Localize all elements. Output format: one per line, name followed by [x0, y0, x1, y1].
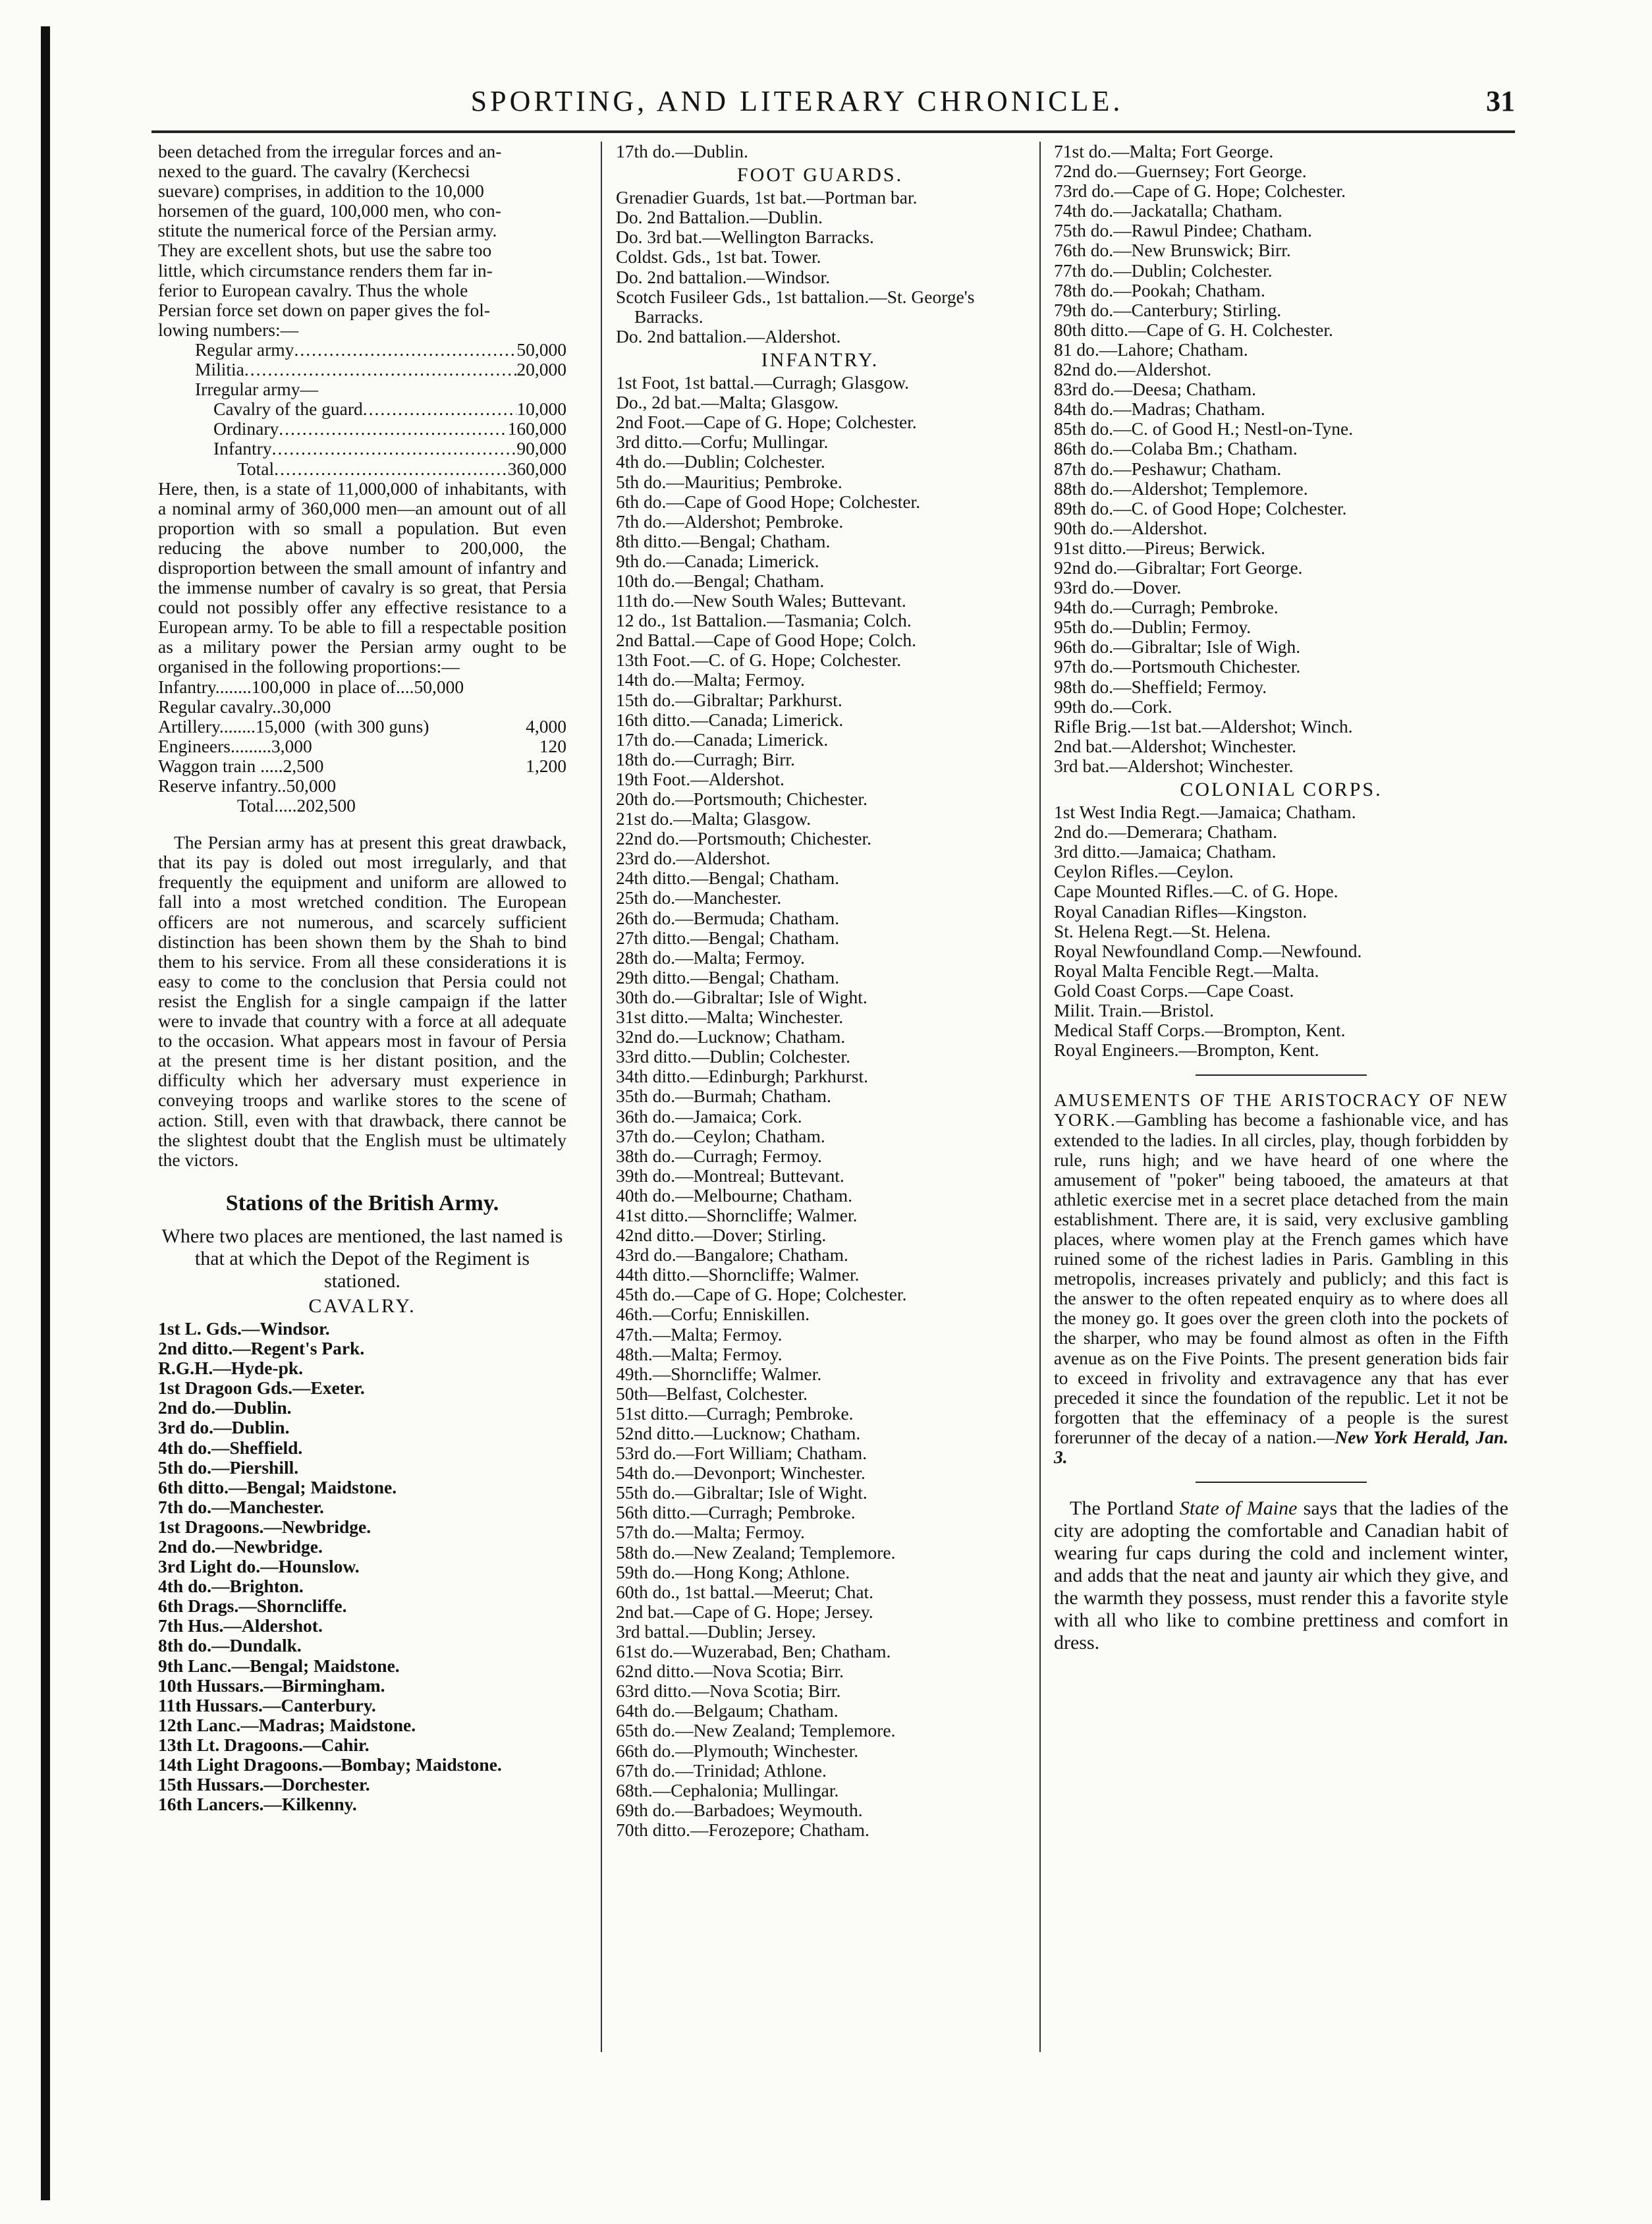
list-item: 16th ditto.—Canada; Limerick. [616, 709, 844, 730]
row-label: Regular army [195, 339, 294, 360]
list-item: 15th do.—Gibraltar; Parkhurst. [616, 690, 842, 710]
header-rule [151, 130, 1515, 133]
list-item: 3rd ditto.—Corfu; Mullingar. [616, 432, 829, 453]
list-item: 1st West India Regt.—Jamaica; Chatham. [1054, 802, 1356, 823]
article-title: AMUSEMENTS OF THE ARISTOCRACY OF NEW YORK. [1054, 1090, 1508, 1130]
colonial-heading: COLONIAL CORPS. [1180, 779, 1383, 800]
list-item: 5th do.—Mauritius; Pembroke. [616, 472, 842, 492]
row-label: Regular cavalry..30,000 [158, 696, 331, 717]
page-number: 31 [1486, 85, 1515, 117]
list-item: 50th—Belfast, Colchester. [616, 1383, 808, 1404]
foot-guards-list [616, 188, 1024, 347]
list-item: 33rd ditto.—Dublin; Colchester. [616, 1047, 850, 1067]
row-label: Engineers.........3,000 [158, 736, 312, 756]
list-item: 32nd do.—Lucknow; Chatham. [616, 1027, 846, 1047]
list-item: 2nd do.—Demerara; Chatham. [1054, 822, 1278, 843]
table-row [158, 360, 566, 379]
list-item: 28th do.—Malta; Fermoy. [616, 947, 805, 968]
infantry-list [616, 373, 1024, 1840]
row-value: 90,000 [516, 438, 566, 459]
row-value: 20,000 [516, 359, 566, 380]
cavalry-heading: CAVALRY. [308, 1294, 416, 1317]
list-item: 9th do.—Canada; Limerick. [616, 551, 819, 571]
closing-paragraph: The Persian army has at present this great drawback, that its pay is doled out most irregularly, and that frequently the equipment and uniform are allowed to fall into a most wretched condition. The European officers are not numerous, and scarcely sufficient distinction has been shown them by the Shah to bind them to his service. From all these considerations it is easy to come to the conclusion that Persia could not resist the English for a single campaign if the latter were to invade that country with a force at all adequate to the occasion. What appears most in favour of Persia at the present time is her distant position, and the difficulty which her adversary must experience in conveying troops and warlike stores to the scene of action. Still, even with that drawback, there cannot be the slightest doubt that the English must be ultimately the victors. [158, 832, 566, 1170]
row-value: 160,000 [507, 418, 566, 439]
list-item: 11th Hussars.—Canterbury. [158, 1695, 376, 1715]
list-item: 86th do.—Colaba Bm.; Chatham. [1054, 439, 1298, 459]
list-item: 75th do.—Rawul Pindee; Chatham. [1054, 221, 1312, 241]
list-item: 69th do.—Barbadoes; Weymouth. [616, 1800, 863, 1820]
running-title: SPORTING, AND LITERARY CHRONICLE. [470, 85, 1124, 117]
list-item: 41st ditto.—Shorncliffe; Walmer. [616, 1205, 858, 1225]
list-item: 99th do.—Cork. [1054, 696, 1172, 717]
table-row [158, 399, 566, 419]
row-value: 1,200 [526, 755, 566, 776]
text-line: ferior to European cavalry. Thus the whole [158, 280, 468, 300]
list-item: R.G.H.—Hyde-pk. [158, 1358, 304, 1379]
text-line: lowing numbers:— [158, 320, 299, 340]
list-item: 29th ditto.—Bengal; Chatham. [616, 967, 840, 987]
colonial-list [1054, 802, 1508, 1060]
article-separator [1196, 1482, 1367, 1483]
list-item: 10th do.—Bengal; Chatham. [616, 570, 825, 591]
column-rule-1 [601, 142, 602, 2052]
list-item: 4th do.—Brighton. [158, 1576, 304, 1597]
list-item: 88th do.—Aldershot; Templemore. [1054, 478, 1308, 499]
list-item: 1st Foot, 1st battal.—Curragh; Glasgow. [616, 373, 910, 393]
list-item: 6th Drags.—Shorncliffe. [158, 1596, 347, 1617]
list-item: 6th do.—Cape of Good Hope; Colchester. [616, 491, 921, 512]
text-line: been detached from the irregular forces and an- [158, 142, 502, 161]
list-item: 55th do.—Gibraltar; Isle of Wight. [616, 1483, 867, 1503]
article-body: says that the ladies of the city are adopting the comfortable and Canadian habit of wearing fur caps during the cold and inclement winter, and adds that the neat and jaunty air which they give, and the warmth they possess, must render this a favorite style with all who like to combine prettiness and comfort in dress. [1054, 1497, 1509, 1654]
list-item: 43rd do.—Bangalore; Chatham. [616, 1245, 848, 1265]
list-item: Milit. Train.—Bristol. [1054, 1001, 1214, 1021]
list-item: 79th do.—Canterbury; Stirling. [1054, 300, 1282, 320]
row-label: Infantry [213, 438, 272, 459]
list-item: Medical Staff Corps.—Brompton, Kent. [1054, 1020, 1346, 1041]
list-item: 59th do.—Hong Kong; Athlone. [616, 1562, 850, 1582]
list-item: 3rd bat.—Aldershot; Winchester. [1054, 756, 1294, 776]
list-item: 37th do.—Ceylon; Chatham. [616, 1126, 825, 1146]
list-item: Royal Engineers.—Brompton, Kent. [1054, 1040, 1319, 1061]
list-item: 14th Light Dragoons.—Bombay; Maidstone. [158, 1755, 502, 1775]
list-item: St. Helena Regt.—St. Helena. [1054, 921, 1271, 941]
list-item: 46th.—Corfu; Enniskillen. [616, 1304, 810, 1325]
list-item: 73rd do.—Cape of G. Hope; Colchester. [1054, 181, 1346, 202]
list-item: 40th do.—Melbourne; Chatham. [616, 1185, 852, 1206]
list-item: 54th do.—Devonport; Winchester. [616, 1463, 866, 1484]
column-rule-2 [1039, 142, 1041, 2052]
list-item: 68th.—Cephalonia; Mullingar. [616, 1780, 839, 1800]
row-value: 120 [539, 735, 566, 756]
list-item: Rifle Brig.—1st bat.—Aldershot; Winch. [1054, 716, 1353, 737]
article-aristocracy [1054, 1090, 1508, 1467]
list-item: 57th do.—Malta; Fermoy. [616, 1522, 805, 1543]
list-item: 15th Hussars.—Dorchester. [158, 1775, 370, 1795]
row-label: Cavalry of the guard [213, 399, 363, 420]
row-label: Infantry........100,000 in place of....50,000 [158, 677, 464, 697]
list-item: 95th do.—Dublin; Fermoy. [1054, 617, 1252, 638]
list-item: Royal Canadian Rifles—Kingston. [1054, 901, 1308, 922]
list-item: 85th do.—C. of Good H.; Nestl-on-Tyne. [1054, 419, 1354, 439]
list-item: 2nd Foot.—Cape of G. Hope; Colchester. [616, 412, 917, 433]
list-item: 58th do.—New Zealand; Templemore. [616, 1542, 896, 1563]
proportion-table [158, 677, 566, 796]
list-item: 45th do.—Cape of G. Hope; Colchester. [616, 1285, 907, 1305]
list-item: 4th do.—Dublin; Colchester. [616, 452, 825, 472]
page-edge-shadow [41, 26, 50, 2200]
table-row [158, 756, 566, 776]
list-item: 81 do.—Lahore; Chatham. [1054, 339, 1248, 360]
list-item: 7th do.—Aldershot; Pembroke. [616, 511, 844, 532]
list-item: 72nd do.—Guernsey; Fort George. [1054, 161, 1307, 182]
list-item: 83rd do.—Deesa; Chatham. [1054, 379, 1257, 400]
force-total-row [158, 459, 566, 479]
lead-paragraph [158, 142, 566, 340]
list-item: 70th ditto.—Ferozepore; Chatham. [616, 1820, 869, 1840]
list-item: 1st L. Gds.—Windsor. [158, 1318, 330, 1339]
article-body: —Gambling has become a fashionable vice, and has extended to the ladies. In all circles, play, though forbidden by rule, runs high; and we have heard of one where the amusement of "poker" being tabooed, the amateurs at that athletic exercise met in a secret place detached from the main establishment. There are, it is said, very exclusive gambling places, where women play at the French games which have ruined some of the richest ladies in Paris. Gambling in this metropolis, increases privately and publicly; and this fact is the answer to the often repeated enquiry as to where does all the money go. It goes over the green cloth into the pockets of the sharper, who may be found almost as often in the Fifth avenue as on the Five Points. The present generation bids fair to exceed in frivolity and extravagence any that has ever preceded it since the foundation of the republic. Let it not be forgotten that the effeminacy of a people is the surest forerunner of the decay of a nation.— [1054, 1109, 1508, 1447]
article-source: New York Herald, Jan. 3. [1054, 1426, 1508, 1467]
row-label: Reserve infantry..50,000 [158, 776, 337, 796]
list-item: 48th.—Malta; Fermoy. [616, 1344, 783, 1364]
list-item: 92nd do.—Gibraltar; Fort George. [1054, 557, 1303, 578]
table-row [158, 737, 566, 756]
list-item: 18th do.—Curragh; Birr. [616, 749, 795, 769]
list-item: 71st do.—Malta; Fort George. [1054, 142, 1274, 161]
list-item: 10th Hussars.—Birmingham. [158, 1675, 385, 1696]
list-item: 91st ditto.—Pireus; Berwick. [1054, 538, 1265, 558]
text-line: They are excellent shots, but use the sabre too [158, 240, 492, 261]
row-label: Militia [195, 359, 244, 380]
list-item: Do. 2nd Battalion.—Dublin. [616, 208, 823, 228]
list-item: 3rd battal.—Dublin; Jersey. [616, 1621, 816, 1642]
list-item: 34th ditto.—Edinburgh; Parkhurst. [616, 1067, 868, 1087]
row-value: 10,000 [516, 399, 566, 420]
list-item: 6th ditto.—Bengal; Maidstone. [158, 1477, 397, 1497]
table-row [158, 379, 566, 399]
list-item: Gold Coast Corps.—Cape Coast. [1054, 980, 1294, 1001]
list-item: 31st ditto.—Malta; Winchester. [616, 1007, 844, 1028]
list-item: 2nd bat.—Cape of G. Hope; Jersey. [616, 1601, 873, 1622]
list-item: 25th do.—Manchester. [616, 888, 782, 908]
list-item: 1st Dragoons.—Newbridge. [158, 1516, 372, 1537]
list-item: 51st ditto.—Curragh; Pembroke. [616, 1403, 854, 1424]
table-row [158, 340, 566, 360]
list-item: 80th ditto.—Cape of G. H. Colchester. [1054, 320, 1333, 340]
list-item: 96th do.—Gibraltar; Isle of Wigh. [1054, 637, 1301, 657]
list-item: 3rd do.—Dublin. [158, 1418, 290, 1438]
column-2 [616, 142, 1024, 1840]
list-item: 39th do.—Montreal; Buttevant. [616, 1165, 844, 1186]
text-line: Persian force set down on paper gives the fol- [158, 300, 491, 320]
page-header [79, 84, 1515, 130]
list-item: 8th ditto.—Bengal; Chatham. [616, 531, 831, 551]
list-item: Grenadier Guards, 1st bat.—Portman bar. [616, 188, 918, 208]
list-item: 23rd do.—Aldershot. [616, 848, 771, 869]
article-portland [1054, 1497, 1508, 1654]
text-line: nexed to the guard. The cavalry (Kerchecsi [158, 161, 470, 182]
list-item: 11th do.—New South Wales; Buttevant. [616, 591, 906, 611]
list-item: 64th do.—Belgaum; Chatham. [616, 1701, 839, 1721]
list-item: 56th ditto.—Curragh; Pembroke. [616, 1503, 856, 1523]
list-item: 60th do., 1st battal.—Meerut; Chat. [616, 1582, 874, 1602]
list-item: 2nd bat.—Aldershot; Winchester. [1054, 736, 1297, 756]
list-item: 17th do.—Canada; Limerick. [616, 729, 829, 750]
list-item: 12th Lanc.—Madras; Maidstone. [158, 1715, 416, 1735]
stations-heading: Stations of the British Army. [225, 1190, 499, 1215]
list-item: 89th do.—C. of Good Hope; Colchester. [1054, 498, 1347, 518]
list-item: 38th do.—Curragh; Fermoy. [616, 1146, 822, 1166]
list-item: 13th Lt. Dragoons.—Cahir. [158, 1735, 370, 1755]
list-item: 53rd do.—Fort William; Chatham. [616, 1443, 867, 1464]
list-item: 90th do.—Aldershot. [1054, 518, 1207, 538]
list-item: 77th do.—Dublin; Colchester. [1054, 260, 1273, 281]
list-item: 8th do.—Dundalk. [158, 1636, 302, 1656]
list-item: 49th.—Shorncliffe; Walmer. [616, 1364, 822, 1384]
list-item: 78th do.—Pookah; Chatham. [1054, 280, 1265, 300]
list-item: 61st do.—Wuzerabad, Ben; Chatham. [616, 1642, 891, 1662]
list-item: 3rd ditto.—Jamaica; Chatham. [1054, 842, 1277, 862]
newspaper-name: State of Maine [1179, 1497, 1298, 1520]
stations-intro: Where two places are mentioned, the last named is that at which the Depot of the Regiment is stationed. [161, 1225, 563, 1292]
list-item: 26th do.—Bermuda; Chatham. [616, 908, 840, 928]
table-row [158, 776, 566, 796]
infantry-list-continued [1054, 142, 1508, 776]
list-item: 2nd ditto.—Regent's Park. [158, 1339, 365, 1359]
list-item: 4th do.—Sheffield. [158, 1437, 303, 1458]
row-value: 4,000 [526, 715, 566, 737]
list-item: 52nd ditto.—Lucknow; Chatham. [616, 1424, 861, 1443]
list-item: Do. 2nd battalion.—Aldershot. [616, 326, 841, 347]
table-row [158, 697, 566, 717]
list-item: 44th ditto.—Shorncliffe; Walmer. [616, 1265, 860, 1285]
list-item: 22nd do.—Portsmouth; Chichester. [616, 829, 872, 849]
list-item: 62nd ditto.—Nova Scotia; Birr. [616, 1661, 844, 1682]
article-separator [1196, 1074, 1367, 1076]
text-line: horsemen of the guard, 100,000 men, who con- [158, 201, 501, 221]
text-line: suevare) comprises, in addition to the 10,000 [158, 181, 484, 202]
list-item: 35th do.—Burmah; Chatham. [616, 1086, 831, 1107]
list-item: Royal Newfoundland Comp.—Newfound. [1054, 941, 1362, 961]
list-item: 47th.—Malta; Fermoy. [616, 1324, 783, 1345]
list-item: 14th do.—Malta; Fermoy. [616, 670, 805, 690]
list-item: 98th do.—Sheffield; Fermoy. [1054, 677, 1267, 697]
list-item: Coldst. Gds., 1st bat. Tower. [616, 247, 821, 267]
list-item: 30th do.—Gibraltar; Isle of Wight. [616, 987, 867, 1007]
list-item: 84th do.—Madras; Chatham. [1054, 399, 1265, 420]
list-item: Ceylon Rifles.—Ceylon. [1054, 862, 1234, 882]
list-item: 7th do.—Manchester. [158, 1497, 324, 1517]
list-item: 27th ditto.—Bengal; Chatham. [616, 928, 840, 948]
list-item: 36th do.—Jamaica; Cork. [616, 1106, 802, 1126]
persian-force-table [158, 340, 566, 459]
table-row [158, 717, 566, 737]
cavalry-list [158, 1319, 566, 1814]
list-item: Royal Malta Fencible Regt.—Malta. [1054, 960, 1319, 981]
list-item: 12 do., 1st Battalion.—Tasmania; Colch. [616, 611, 912, 631]
list-item: Do. 2nd battalion.—Windsor. [616, 267, 831, 287]
list-item: 20th do.—Portsmouth; Chichester. [616, 789, 867, 809]
list-item: 2nd do.—Dublin. [158, 1398, 292, 1418]
table-row [158, 419, 566, 439]
list-item: 76th do.—New Brunswick; Birr. [1054, 240, 1291, 261]
list-item: 7th Hus.—Aldershot. [158, 1616, 323, 1636]
list-item: 3rd Light do.—Hounslow. [158, 1557, 360, 1577]
list-item: 17th do.—Dublin. [616, 142, 748, 161]
list-item: 24th ditto.—Bengal; Chatham. [616, 868, 840, 889]
infantry-heading: INFANTRY. [761, 348, 879, 371]
list-item: 16th Lancers.—Kilkenny. [158, 1794, 357, 1815]
list-item: Scotch Fusileer Gds., 1st battalion.—St. George's Barracks. [616, 287, 975, 327]
row-label: Irregular army— [195, 379, 319, 400]
list-item: 2nd Battal.—Cape of Good Hope; Colch. [616, 630, 916, 651]
list-item: 13th Foot.—C. of G. Hope; Colchester. [616, 650, 902, 671]
list-item: 9th Lanc.—Bengal; Maidstone. [158, 1655, 400, 1676]
row-label: Waggon train .....2,500 [158, 756, 324, 776]
list-item: 66th do.—Plymouth; Winchester. [616, 1740, 859, 1761]
row-value: 50,000 [516, 339, 566, 360]
article-lead: The Portland [1070, 1497, 1180, 1520]
list-item: 65th do.—New Zealand; Templemore. [616, 1721, 896, 1741]
text-line: stitute the numerical force of the Persian army. [158, 221, 497, 241]
table-row [158, 439, 566, 459]
list-item: Cape Mounted Rifles.—C. of G. Hope. [1054, 881, 1338, 902]
list-item: 21st do.—Malta; Glasgow. [616, 809, 812, 829]
force-total-label: Total [237, 458, 275, 479]
table-row [158, 677, 566, 697]
column-3 [1054, 142, 1508, 1654]
list-item: 87th do.—Peshawur; Chatham. [1054, 459, 1282, 479]
list-item: 93rd do.—Dover. [1054, 578, 1182, 598]
row-label: Ordinary [213, 418, 279, 439]
list-item: 63rd ditto.—Nova Scotia; Birr. [616, 1681, 841, 1702]
list-item: 97th do.—Portsmouth Chichester. [1054, 657, 1301, 677]
list-item: Do. 3rd bat.—Wellington Barracks. [616, 227, 874, 248]
column-1 [158, 142, 566, 1814]
list-item: 19th Foot.—Aldershot. [616, 769, 785, 789]
proportion-total: Total.....202,500 [237, 795, 356, 816]
list-item: 5th do.—Piershill. [158, 1457, 299, 1478]
mid-paragraph: Here, then, is a state of 11,000,000 of inhabitants, with a nominal army of 360,000 men—an amount out of all proportion with so small a population. But even reducing the above number to 200,000, the disproportion between the small amount of infantry and the immense number of cavalry is so great, that Persia could not possibly offer any effective resistance to a European army. To be able to fill a respectable position as a military power the Persian army ought to be organised in the following proportions:— [158, 478, 566, 677]
list-item: 67th do.—Trinidad; Athlone. [616, 1760, 827, 1781]
list-item: 94th do.—Curragh; Pembroke. [1054, 598, 1279, 618]
list-item: 74th do.—Jackatalla; Chatham. [1054, 201, 1282, 221]
list-item: 1st Dragoon Gds.—Exeter. [158, 1378, 365, 1399]
foot-guards-heading: FOOT GUARDS. [736, 164, 904, 186]
list-item: 82nd do.—Aldershot. [1054, 360, 1212, 380]
force-total-value: 360,000 [507, 458, 566, 479]
text-line: little, which circumstance renders them far in- [158, 260, 493, 281]
list-item: 2nd do.—Newbridge. [158, 1537, 323, 1557]
list-item: 42nd ditto.—Dover; Stirling. [616, 1225, 827, 1246]
row-label: Artillery........15,000 (with 300 guns) [158, 716, 429, 737]
list-item: Do., 2d bat.—Malta; Glasgow. [616, 393, 839, 413]
